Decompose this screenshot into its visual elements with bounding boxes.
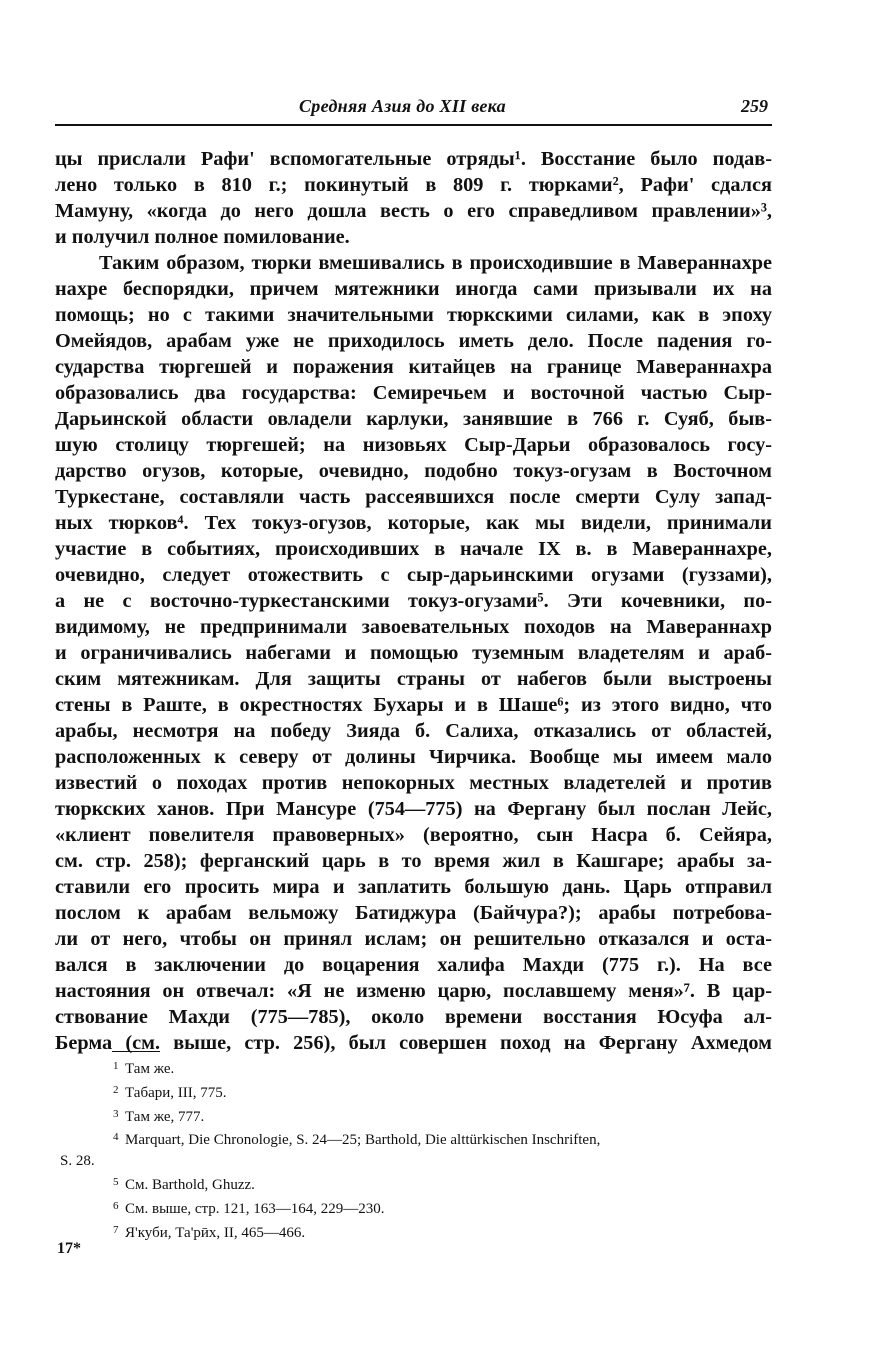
- footnote-text: См. выше, стр. 121, 163—164, 229—230.: [125, 1200, 385, 1217]
- body-line: Мамуну, «когда до него дошла весть о его справедливом правлении»³,: [55, 200, 772, 222]
- body-line: ским мятежникам. Для защиты страны от набегов были выстроены: [55, 668, 772, 690]
- running-title: Средняя Азия до XII века: [299, 96, 506, 116]
- footnote: [55, 1104, 772, 1128]
- body-line: и получил полное помилование.: [55, 226, 350, 248]
- footnote-number: 7: [113, 1223, 119, 1236]
- body-line: Туркестане, составляли часть рассеявшихся после смерти Сулу запад-: [55, 486, 772, 508]
- footnotes: [55, 1056, 772, 1243]
- body-line: см. стр. 258); ферганский царь в то время жил в Кашгаре; арабы за-: [55, 850, 772, 872]
- body-line: нахре беспорядки, причем мятежники иногда сами призывали их на: [55, 278, 772, 300]
- body-line: и ограничивались набегами и помощью туземным владетелям и араб-: [55, 642, 772, 664]
- body-line: расположенных к северу от долины Чирчика. Вообще мы имеем мало: [55, 746, 772, 768]
- footnote-text: Я'куби, Та'рӣх, II, 465—466.: [125, 1224, 306, 1241]
- printer-signature: 17*: [57, 1240, 81, 1257]
- body-line: ствование Махди (775—785), около времени восстания Юсуфа ал-: [55, 1006, 772, 1028]
- footnote: [55, 1080, 772, 1104]
- body-line: помощь; но с такими значительными тюркскими силами, как в эпоху: [55, 304, 772, 326]
- body-line: тюркских ханов. При Мансуре (754—775) на Фергану был послан Лейс,: [55, 798, 772, 820]
- footnote-rule: [112, 1051, 160, 1052]
- body-line: ли от него, чтобы он принял ислам; он решительно отказался и оста-: [55, 928, 772, 950]
- footnote-text: См. Barthold, Ghuzz.: [125, 1176, 255, 1193]
- footnote: [55, 1172, 772, 1196]
- footnote-text: Там же, 777.: [125, 1108, 205, 1125]
- page-number: 259: [741, 96, 768, 116]
- footnote: [55, 1220, 772, 1244]
- body-line: вался в заключении до воцарения халифа Махди (775 г.). На все: [55, 954, 772, 976]
- footnote-number: 2: [113, 1083, 119, 1096]
- running-header: [55, 96, 772, 122]
- footnote: [55, 1056, 772, 1080]
- body-line: ных тюрков⁴. Тех токуз-огузов, которые, как мы видели, принимали: [55, 512, 772, 534]
- footnote-text: Marquart, Die Chronologie, S. 24—25; Barthold, Die alttürkischen Inschriften,: [125, 1132, 601, 1149]
- footnote-number: 4: [113, 1131, 119, 1144]
- body-line: настояния он отвечал: «Я не изменю царю, пославшему меня»⁷. В цар-: [55, 980, 772, 1002]
- body-line: Омейядов, арабам уже не приходилось иметь дело. После падения го-: [55, 330, 772, 352]
- body-line: видимому, не предпринимали завоевательных походов на Мавераннахр: [55, 616, 772, 638]
- footnote-number: 1: [113, 1060, 119, 1072]
- footnote-continuation: [55, 1151, 772, 1172]
- body-line: сударства тюргешей и поражения китайцев на границе Мавераннахра: [55, 356, 772, 378]
- body-line: а не с восточно-туркестанскими токуз-огузами⁵. Эти кочевники, по-: [55, 590, 772, 612]
- body-line: участие в событиях, происходивших в начале IX в. в Мавераннахре,: [55, 538, 772, 560]
- body-line: стены в Раште, в окрестностях Бухары и в Шаше⁶; из этого видно, что: [55, 694, 772, 716]
- body-line: ставили его просить мира и заплатить большую дань. Царь отправил: [55, 876, 772, 898]
- body-line: шую столицу тюргешей; на низовьях Сыр-Дарьи образовалось госу-: [55, 434, 772, 456]
- body-line: Берма (см. выше, стр. 256), был совершен поход на Фергану Ахмедом: [55, 1032, 772, 1054]
- footnote-number: 3: [113, 1107, 119, 1120]
- body-line: «клиент повелителя правоверных» (вероятно, сын Насра б. Сейяра,: [55, 824, 772, 846]
- footnote-number: 5: [113, 1175, 119, 1188]
- body-line: образовались два государства: Семиречьем и восточной частью Сыр-: [55, 382, 772, 404]
- body-line: Таким образом, тюрки вмешивались в происходившие в Мавераннахре: [99, 252, 772, 274]
- body-line: Дарьинской области овладели карлуки, занявшие в 766 г. Суяб, быв-: [55, 408, 772, 430]
- footnote: [55, 1127, 772, 1151]
- body-line: известий о походах против непокорных местных владетелей и против: [55, 772, 772, 794]
- footnote-number: 6: [113, 1199, 119, 1212]
- body-line: послом к арабам вельможу Батиджура (Байчура?); арабы потребова-: [55, 902, 772, 924]
- header-rule: [55, 124, 772, 126]
- body-line: цы прислали Рафи' вспомогательные отряды¹. Восстание было подав-: [55, 148, 772, 170]
- footnote-text: Табари, III, 775.: [125, 1084, 227, 1101]
- body-line: лено только в 810 г.; покинутый в 809 г. тюрками², Рафи' сдался: [55, 174, 772, 196]
- footnote-text: S. 28.: [60, 1153, 95, 1170]
- footnote-text: Там же.: [125, 1061, 175, 1077]
- body-line: очевидно, следует отожествить с сыр-дарьинскими огузами (гуззами),: [55, 564, 772, 586]
- body-line: арабы, несмотря на победу Зияда б. Салиха, отказались от областей,: [55, 720, 772, 742]
- body-line: дарство огузов, которые, очевидно, подобно токуз-огузам в Восточном: [55, 460, 772, 482]
- footnote: [55, 1196, 772, 1220]
- body-text: [55, 146, 772, 1056]
